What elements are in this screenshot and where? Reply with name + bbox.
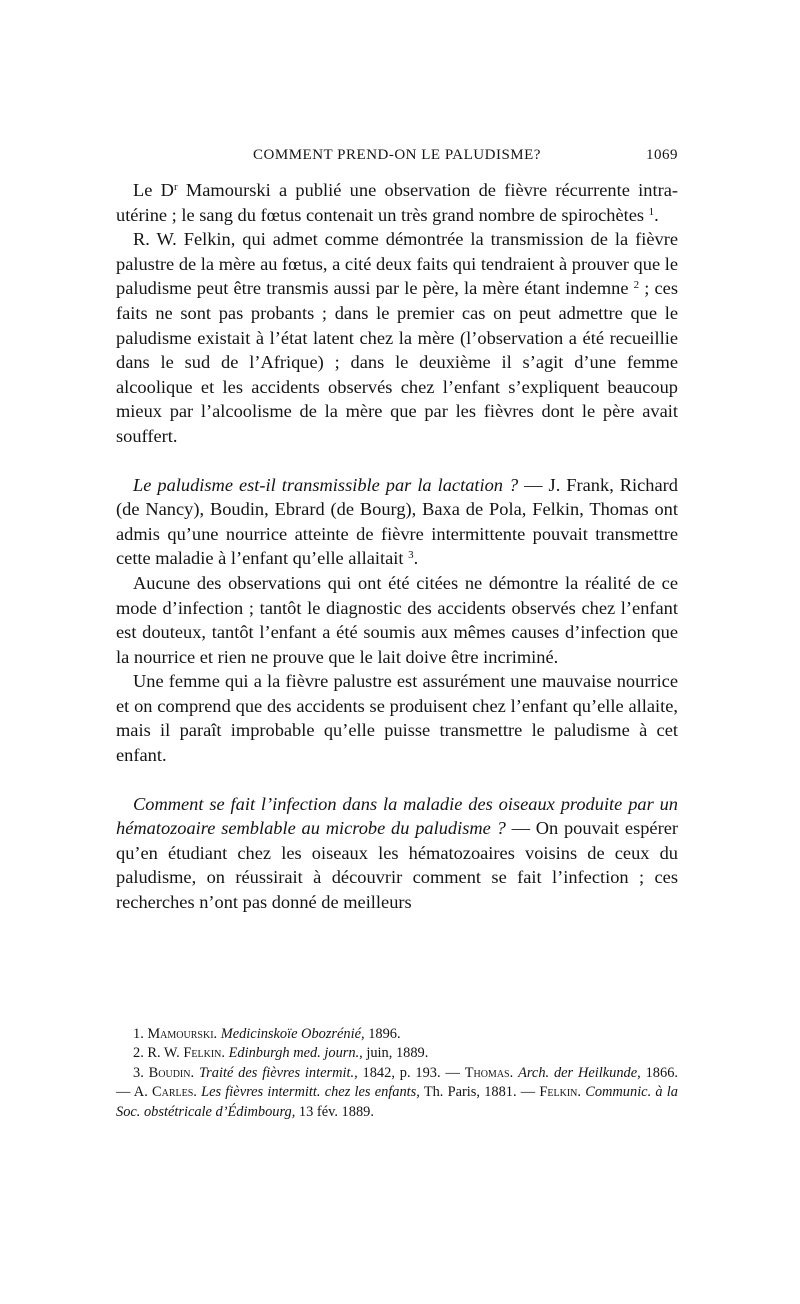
paragraph-une-femme: Une femme qui a la fièvre palustre est assurément une mauvaise nourrice et on comprend que des accidents se produisent chez l’enfant qu’elle allaite, mais il paraît improbable qu’elle puisse transmettre le paludisme à cet enfant. [116, 671, 678, 766]
running-title: COMMENT PREND-ON LE PALUDISME? [253, 147, 541, 163]
paragraph-oiseaux: Comment se fait l’infection dans la maladie des oiseaux produite par un hématozoaire semblable au microbe du paludisme ? — On pouvait espérer qu’en étudiant chez les oiseaux les hématozoaires voisins de ceux du paludisme, on réussirait à découvrir comment se fait l’infection ; ces recherches n’ont pas donné de meilleurs [116, 793, 678, 913]
running-head [116, 147, 678, 171]
footnote-ref-3: 3 [408, 549, 414, 562]
paragraph-felkin: R. W. Felkin, qui admet comme démontrée la transmission de la fièvre palustre de la mère au fœtus, a cité deux faits qui tendraient à prouver que le paludisme peut être transmis aussi par le père, la mère étant indemne $^2$ ; ces faits ne sont pas probants ; dans le premier cas on peut admettre que le paludisme existait à l’état latent chez la mère (l’observation a été recueillie dans le sud de l’Afrique) ; dans le deuxième il s’agit d’une femme alcoolique et les accidents observés chez l’enfant s’expliquent beaucoup mieux par l’alcoolisme de la mère que par les fièvres dont le père avait souffert. [116, 229, 678, 446]
page-number: 1069 [646, 147, 678, 163]
superscript-r: r [173, 181, 178, 193]
section-heading-oiseaux: Comment se fait l’infection dans la maladie des oiseaux produite par un hématozoaire semblable au microbe du paludisme ? [116, 793, 678, 839]
body-text [116, 178, 678, 915]
footnote-1: 1. Mamourski. Medicinskoïe Obozrénié, 1896. [133, 1026, 401, 1042]
footnote-3: 3. Boudin. Traité des fièvres intermit., 1842, p. 193. — Thomas. Arch. der Heilkunde, 1866. — A. Carles. Les fièvres intermitt. chez les enfants, Th. Paris, 1881. — Felkin. Communic. à la Soc. obstétricale d’Édimbourg, 13 fév. 1889. [116, 1064, 678, 1120]
footnote-ref-1: 1 [648, 205, 655, 218]
footnote-2: 2. R. W. Felkin. Edinburgh med. journ., juin, 1889. [133, 1045, 429, 1062]
paragraph-lactation: Le paludisme est-il transmissible par la lactation ? — J. Frank, Richard (de Nancy), Boudin, Ebrard (de Bourg), Baxa de Pola, Felkin, Thomas ont admis qu’une nourrice atteinte de fièvre intermittente pouvait transmettre cette maladie à l’enfant qu’elle allaitait $^3$. [116, 474, 678, 569]
paragraph-mamourski: Le $D^r$ Mamourski a publié une observation de fièvre récurrente intra-utérine ; le sang du fœtus contenait un très grand nombre de spirochètes $^1$. [116, 180, 679, 225]
paragraph-aucune: Aucune des observations qui ont été citées ne démontre la réalité de ce mode d’infection ; tantôt le diagnostic des accidents observés chez l’enfant est douteux, tantôt l’enfant a été soumis aux mêmes causes d’infection que la nourrice et rien ne prouve que le lait doive être incriminé. [116, 572, 678, 667]
footnote-ref-2: 2 [633, 279, 640, 292]
footnotes [116, 1025, 678, 1122]
section-heading-lactation: Le paludisme est-il transmissible par la lactation ? [133, 474, 519, 495]
